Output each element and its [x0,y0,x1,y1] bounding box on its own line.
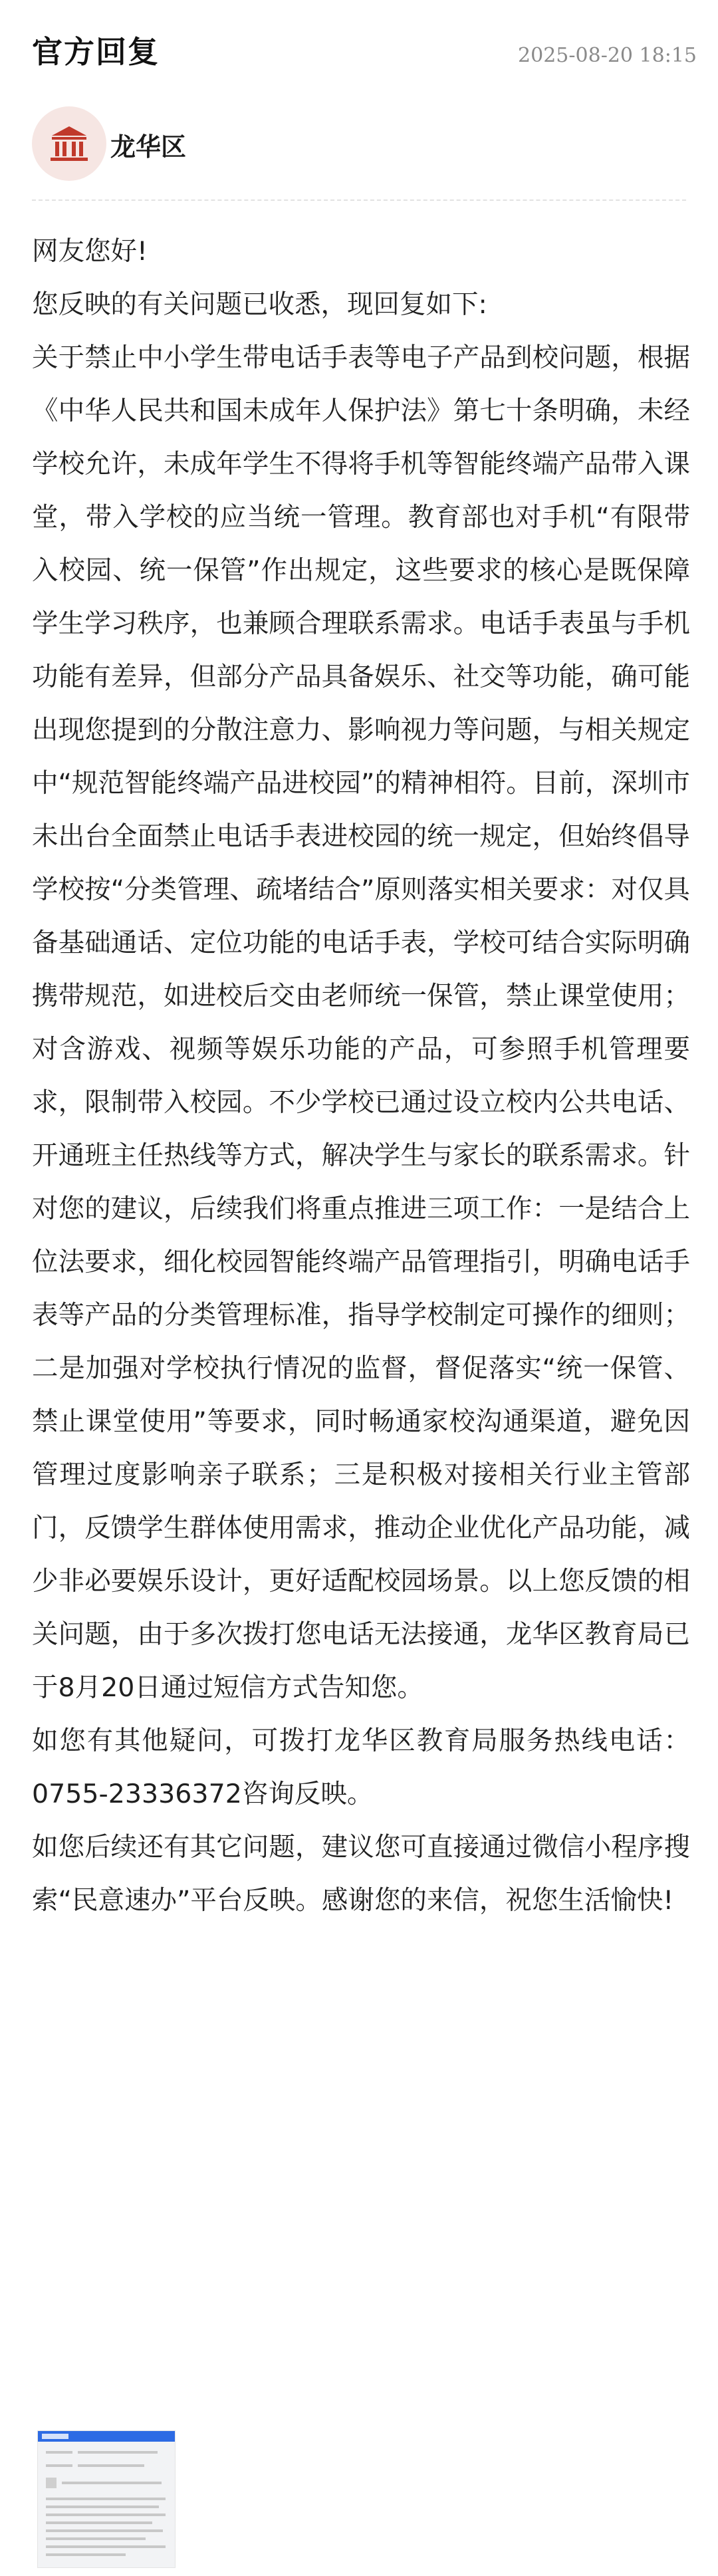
avatar[interactable] [32,106,106,181]
attachment-thumbnail[interactable] [37,2430,176,2568]
page-title: 官方回复 [32,34,160,70]
greeting-paragraph: 网友您好! [32,236,148,267]
reply-header [0,0,718,106]
department-name[interactable]: 龙华区 [110,132,187,162]
department-row[interactable] [32,106,686,184]
reply-timestamp: 2025-08-20 18:15 [518,44,697,67]
divider [32,199,686,201]
hotline-paragraph: 如您有其他疑问，可拨打龙华区教育局服务热线电话：0755-23336372咨询反映。 [32,1726,690,1809]
closing-paragraph: 如您后续还有其它问题，建议您可直接通过微信小程序搜索“民意速办”平台反映。感谢您的来信，祝您生活愉快! [32,1832,690,1916]
intro-paragraph: 您反映的有关问题已收悉，现回复如下: [32,289,487,320]
reply-body [32,225,690,1927]
government-building-icon [49,124,89,164]
main-paragraph: 关于禁止中小学生带电话手表等电子产品到校问题，根据《中华人民共和国未成年人保护法》第七十条明确，未经学校允许，未成年学生不得将手机等智能终端产品带入课堂，带入学校的应当统一管理。教育部也对手机“有限带入校园、统一保管”作出规定，这些要求的核心是既保障学生学习秩序，也兼顾合理联系需求。电话手表虽与手机功能有差异，但部分产品具备娱乐、社交等功能，确可能出现您提到的分散注意力、影响视力等问题，与相关规定中“规范智能终端产品进校园”的精神相符。目前，深圳市未出台全面禁止电话手表进校园的统一规定，但始终倡导学校按“分类管理、疏堵结合”原则落实相关要求：对仅具备基础通话、定位功能的电话手表，学校可结合实际明确携带规范，如进校后交由老师统一保管，禁止课堂使用；对含游戏、视频等娱乐功能的产品，可参照手机管理要求，限制带入校园。不少学校已通过设立校内公共电话、开通班主任热线等方式，解决学生与家长的联系需求。针对您的建议，后续我们将重点推进三项工作：一是结合上位法要求，细化校园智能终端产品管理指引，明确电话手表等产品的分类管理标准，指导学校制定可操作的细则；二是加强对学校执行情况的监督，督促落实“统一保管、禁止课堂使用”等要求，同时畅通家校沟通渠道，避免因管理过度影响亲子联系；三是积极对接相关行业主管部门，反馈学生群体使用需求，推动企业优化产品功能，减少非必要娱乐设计，更好适配校园场景。以上您反馈的相关问题，由于多次拨打您电话无法接通，龙华区教育局已于8月20日通过短信方式告知您。 [32,342,690,1703]
